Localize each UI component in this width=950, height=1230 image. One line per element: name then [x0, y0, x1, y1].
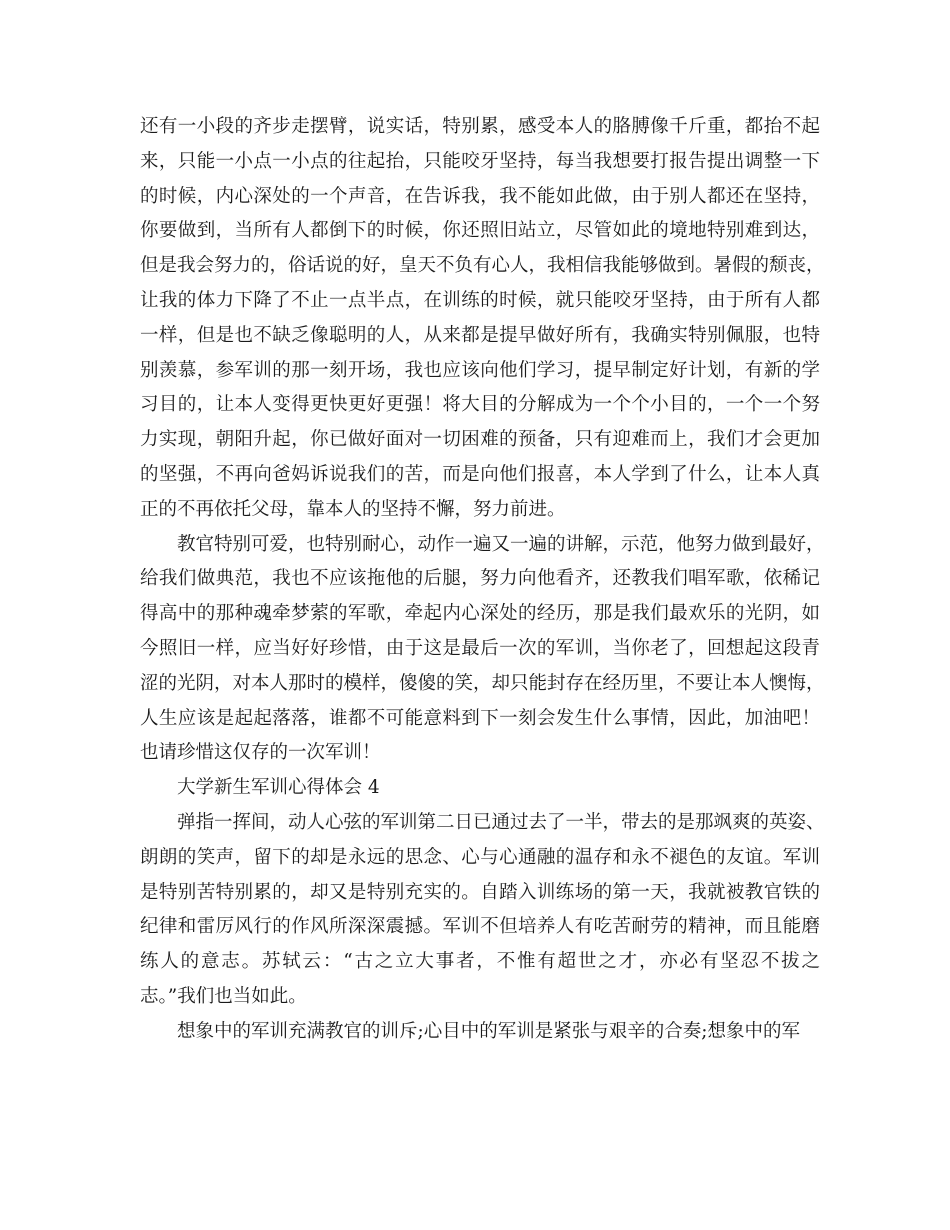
- paragraph-line: 习目的，让本人变得更快更好更强！将大目的分解成为一个个小目的，一个一个努: [140, 394, 820, 416]
- paragraph-line: 别羡慕，参军训的那一刻开场，我也应该向他们学习，提早制定好计划，有新的学: [140, 359, 820, 381]
- paragraph-line: 还有一小段的齐步走摆臂，说实话，特别累，感受本人的胳膊像千斤重，都抬不起: [140, 116, 820, 137]
- paragraph-line: 但是我会努力的，俗话说的好，皇天不负有心人，我相信我能够做到。暑假的颓丧，: [140, 255, 825, 277]
- paragraph-line: 正的不再依托父母，靠本人的坚持不懈，努力前进。: [140, 498, 566, 520]
- paragraph-line: 的坚强，不再向爸妈诉说我们的苦，而是向他们报喜，本人学到了什么，让本人真: [140, 463, 820, 485]
- paragraph: [140, 771, 820, 806]
- paragraph-line: 是特别苦特别累的，却又是特别充实的。自踏入训练场的第一天，我就被教官铁的: [140, 881, 820, 903]
- paragraph: [140, 110, 825, 528]
- paragraph-line: 力实现，朝阳升起，你已做好面对一切困难的预备，只有迎难而上，我们才会更加: [140, 429, 820, 451]
- paragraph-line: 朗朗的笑声，留下的却是永远的思念、心与心通融的温存和永不褪色的友谊。军训: [140, 846, 820, 868]
- paragraph-line: 得高中的那种魂牵梦萦的军歌，牵起内心深处的经历，那是我们最欢乐的光阴，如: [140, 603, 820, 625]
- paragraph: [140, 806, 825, 1015]
- paragraph-line: 涩的光阴，对本人那时的模样，傻傻的笑，却只能封存在经历里，不要让本人懊悔，: [140, 672, 825, 694]
- document-body: [140, 110, 825, 1050]
- paragraph-line: 弹指一挥间，动人心弦的军训第二日已通过去了一半，带去的是那飒爽的英姿、: [177, 811, 825, 833]
- paragraph-line: 的时候，内心深处的一个声音，在告诉我，我不能如此做，由于别人都还在坚持，: [140, 185, 820, 207]
- paragraph: [140, 528, 825, 772]
- paragraph-line: 给我们做典范，我也不应该拖他的后腿，努力向他看齐，还教我们唱军歌，依稀记: [140, 568, 820, 590]
- paragraph-line: 今照旧一样，应当好好珍惜，由于这是最后一次的军训，当你老了，回想起这段青: [140, 637, 820, 659]
- paragraph-line: 纪律和雷厉风行的作风所深深震撼。军训不但培养人有吃苦耐劳的精神，而且能磨: [140, 916, 820, 938]
- paragraph-line: 想象中的军训充满教官的训斥;心目中的军训是紧张与艰辛的合奏;想象中的军: [177, 1020, 800, 1042]
- paragraph-line: 让我的体力下降了不止一点半点，在训练的时候，就只能咬牙坚持，由于所有人都: [140, 289, 820, 311]
- paragraph-line: 教官特别可爱，也特别耐心，动作一遍又一遍的讲解，示范，他努力做到最好，: [177, 533, 825, 555]
- paragraph: [140, 1015, 820, 1050]
- paragraph-line: 志。”我们也当如此。: [140, 985, 307, 1007]
- paragraph-line: 你要做到，当所有人都倒下的时候，你还照旧站立，尽管如此的境地特别难到达，: [140, 220, 820, 242]
- paragraph-line: 来，只能一小点一小点的往起抬，只能咬牙坚持，每当我想要打报告提出调整一下: [140, 150, 820, 172]
- paragraph-line: 也请珍惜这仅存的一次军训！: [140, 742, 381, 764]
- paragraph-line: 人生应该是起起落落，谁都不可能意料到下一刻会发生什么事情，因此，加油吧！: [140, 707, 820, 729]
- paragraph-line: 一样，但是也不缺乏像聪明的人，从来都是提早做好所有，我确实特别佩服，也特: [140, 324, 820, 346]
- paragraph-line: 大学新生军训心得体会 4: [177, 777, 380, 799]
- paragraph-line: 练人的意志。苏轼云：“古之立大事者，不惟有超世之才，亦必有坚忍不拔之: [140, 951, 820, 973]
